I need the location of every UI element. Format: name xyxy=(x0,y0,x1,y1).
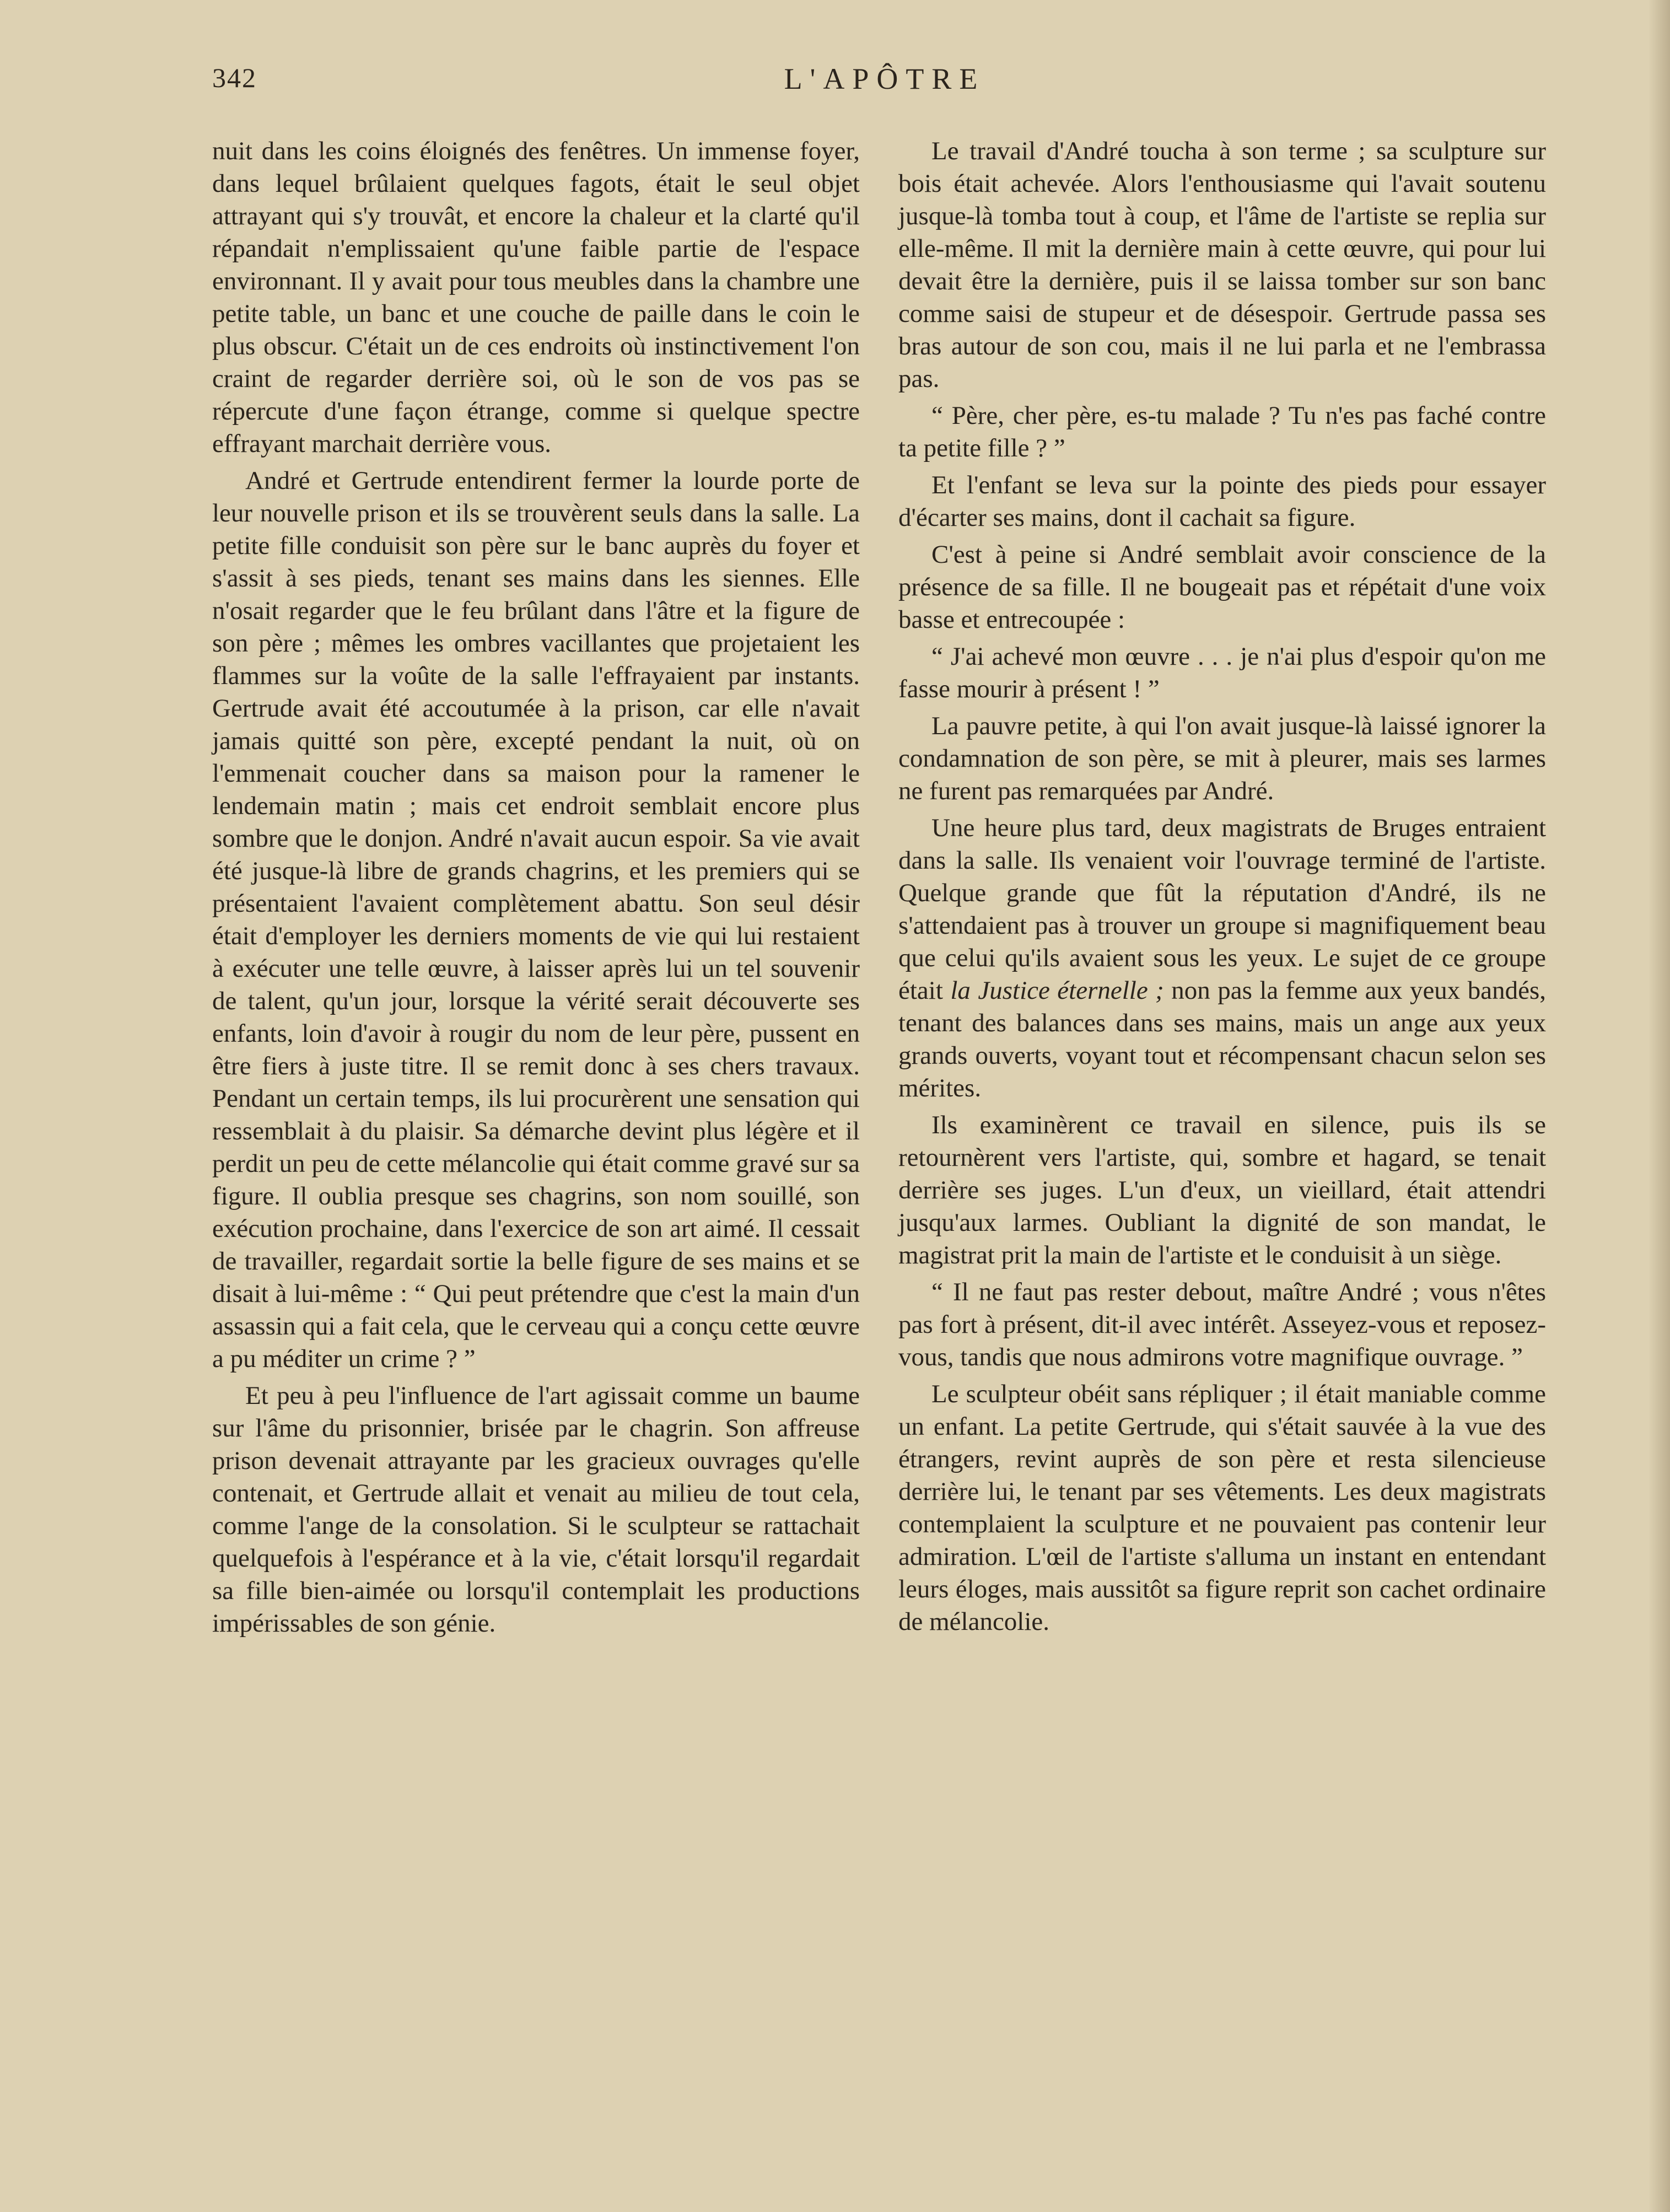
paragraph: “ J'ai achevé mon œuvre . . . je n'ai plus d'espoir qu'on me fasse mourir à présent ! ” xyxy=(898,642,1546,703)
paragraph: Et peu à peu l'influence de l'art agissait comme un baume sur l'âme du prisonnier, brisée par le chagrin. Son affreuse prison devenait attrayante par les gracieux ouvrages qu'elle contenait, et Gertrude allait et venait au milieu de tout cela, comme l'ange de la consolation. Si le sculpteur se rattachait quelquefois à l'espérance et à la vie, c'était lorsqu'il regardait sa fille bien-aimée ou lorsqu'il contemplait les productions impérissables de son génie. xyxy=(212,1381,860,1638)
italic-title: la Justice éternelle ; xyxy=(950,976,1164,1005)
left-column xyxy=(212,135,860,1644)
paragraph: nuit dans les coins éloignés des fenêtres. Un immense foyer, dans lequel brûlaient quelques fagots, était le seul objet attrayant qui s'y trouvât, et encore la chaleur et la clarté qu'il répandait n'emplissaient qu'une faible partie de l'espace environnant. Il y avait pour tous meubles dans la chambre une petite table, un banc et une couche de paille dans le coin le plus obscur. C'était un de ces endroits où instinctivement l'on craint de regarder derrière soi, où le son de vos pas se répercute d'une façon étrange, comme si quelque spectre effrayant marchait derrière vous. xyxy=(212,137,860,458)
paragraph: La pauvre petite, à qui l'on avait jusque-là laissé ignorer la condamnation de son père, se mit à pleurer, mais ses larmes ne furent pas remarquées par André. xyxy=(898,712,1546,805)
paragraph: Et l'enfant se leva sur la pointe des pieds pour essayer d'écarter ses mains, dont il cachait sa figure. xyxy=(898,471,1546,532)
paragraph: Ils examinèrent ce travail en silence, puis ils se retournèrent vers l'artiste, qui, sombre et hagard, se tenait derrière ses juges. L'un d'eux, un vieillard, était attendri jusqu'aux larmes. Oubliant la dignité de son mandat, le magistrat prit la main de l'artiste et le conduisit à un siège. xyxy=(898,1111,1546,1269)
paragraph-text: Une heure plus tard, deux magistrats de Bruges entraient dans la salle. Ils venaient voir l'ouvrage terminé de l'artiste. Quelque grande que fût la réputation d'André, ils ne s'attendaient pas à trouver un groupe si magnifiquement beau que celui qu'ils avaient sous les yeux. Le sujet de ce groupe était xyxy=(898,814,1546,1005)
page-header xyxy=(212,62,1557,106)
paragraph: André et Gertrude entendirent fermer la lourde porte de leur nouvelle prison et ils se trouvèrent seuls dans la salle. La petite fille conduisit son père sur le banc auprès du foyer et s'assit à ses pieds, tenant ses mains dans les siennes. Elle n'osait regarder que le feu brûlant dans l'âtre et la figure de son père ; mêmes les ombres vacillantes que projetaient les flammes sur la voûte de la salle l'effrayaient par instants. Gertrude avait été accoutumée à la prison, car elle n'avait jamais quitté son père, excepté pendant la nuit, où on l'emmenait coucher dans sa maison pour la ramener le lendemain matin ; mais cet endroit semblait encore plus sombre que le donjon. André n'avait aucun espoir. Sa vie avait été jusque-là libre de grands chagrins, et les premiers qui se présentaient l'avaient complètement abattu. Son seul désir était d'employer les derniers moments de vie qui lui restaient à exécuter une telle œuvre, à laisser après lui un tel souvenir de talent, qu'un jour, lorsque la vérité serait découverte ses enfants, loin d'avoir à rougir du nom de leur père, pussent en être fiers à juste titre. Il se remit donc à ses chers travaux. Pendant un certain temps, ils lui procurèrent une sensation qui ressemblait à du plaisir. Sa démarche devint plus légère et il perdit un peu de cette mélancolie qui était comme gravé sur sa figure. Il oublia presque ses chagrins, son nom souillé, son exécution prochaine, dans l'exercice de son art aimé. Il cessait de travailler, regardait sortie la belle figure de ses mains et se disait à lui-même : “ Qui peut prétendre que c'est la main d'un assassin qui a fait cela, que le cerveau qui a conçu cette œuvre a pu méditer un crime ? ” xyxy=(212,466,860,1373)
right-column xyxy=(898,135,1546,1643)
paragraph: C'est à peine si André semblait avoir conscience de la présence de sa fille. Il ne bougeait pas et répétait d'une voix basse et entrecoupée : xyxy=(898,540,1546,634)
paragraph-text: non pas la femme aux yeux bandés, tenant des balances dans ses mains, mais un ange aux yeux grands ouverts, voyant tout et récompensant chacun selon ses mérites. xyxy=(898,976,1547,1102)
running-title: L'APÔTRE xyxy=(784,62,985,95)
paragraph: Le sculpteur obéit sans répliquer ; il était maniable comme un enfant. La petite Gertrude, qui s'était sauvée à la vue des étrangers, revint auprès de son père et resta silencieuse derrière lui, le tenant par ses vêtements. Les deux magistrats contemplaient la sculpture et ne pouvaient pas contenir leur admiration. L'œil de l'artiste s'alluma un instant en entendant leurs éloges, mais aussitôt sa figure reprit son cachet ordinaire de mélancolie. xyxy=(898,1380,1546,1636)
binding-shadow xyxy=(1648,0,1670,2212)
paragraph: “ Il ne faut pas rester debout, maître André ; vous n'êtes pas fort à présent, dit-il avec intérêt. Asseyez-vous et reposez-vous, tandis que nous admirons votre magnifique ouvrage. ” xyxy=(898,1278,1546,1371)
page-number: 342 xyxy=(212,62,257,93)
paragraph: Le travail d'André toucha à son terme ; sa sculpture sur bois était achevée. Alors l'enthousiasme qui l'avait soutenu jusque-là tomba tout à coup, et l'âme de l'artiste se replia sur elle-même. Il mit la dernière main à cette œuvre, qui pour lui devait être la dernière, puis il se laissa tomber sur son banc comme saisi de stupeur et de désespoir. Gertrude passa ses bras autour de son cou, mais il ne lui parla et ne l'embrassa pas. xyxy=(898,137,1546,393)
paragraph: “ Père, cher père, es-tu malade ? Tu n'es pas faché contre ta petite fille ? ” xyxy=(898,401,1546,462)
paragraph xyxy=(898,812,1546,1105)
